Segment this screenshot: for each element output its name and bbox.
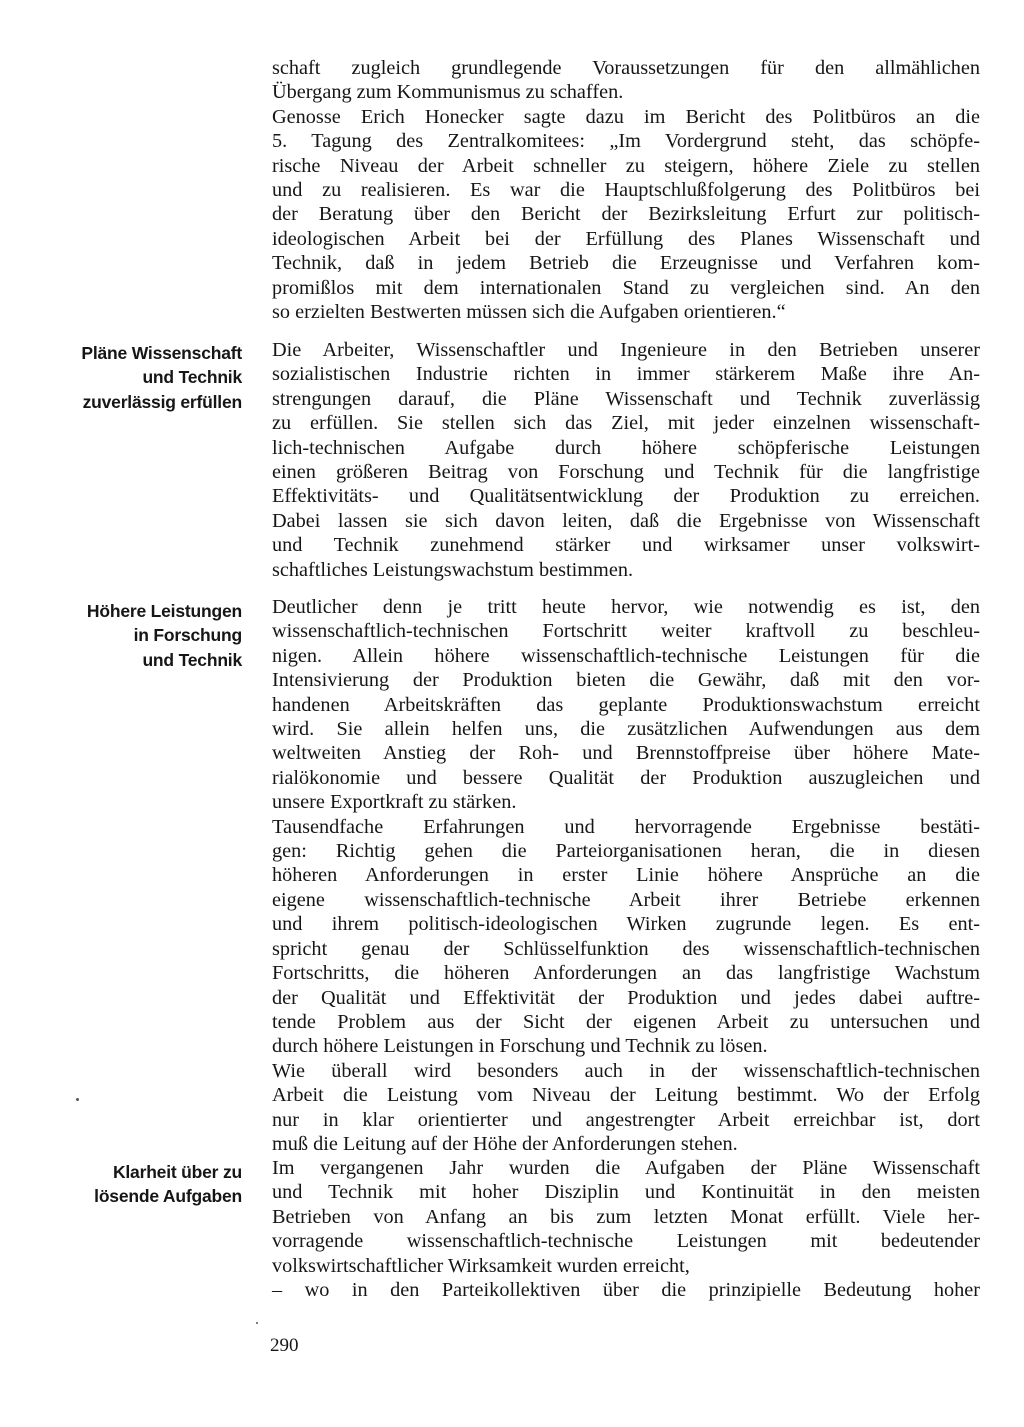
text-line: so erzielten Bestwerten müssen sich die Aufgaben orientieren.“	[272, 301, 786, 324]
text-line: gen: Richtig gehen die Parteiorganisationen heran, die in diesen	[272, 840, 980, 863]
margin-heading	[42, 1160, 242, 1209]
margin-heading-line: und Technik	[142, 649, 242, 670]
scan-speck	[256, 1322, 258, 1324]
text-line: 5. Tagung des Zentralkomitees: „Im Vordergrund steht, das schöpfe-	[272, 130, 980, 153]
text-line: handenen Arbeitskräften das geplante Produktionswachstum erreicht	[272, 693, 980, 716]
text-line: und ihrem politisch-ideologischen Wirken zugrunde legen. Es ent-	[272, 913, 980, 936]
text-line: Effektivitäts- und Qualitätsentwicklung der Produktion zu erreichen.	[272, 485, 980, 508]
margin-heading-line: lösende Aufgaben	[94, 1186, 242, 1207]
text-line: Übergang zum Kommunismus zu schaffen.	[272, 81, 624, 104]
margin-heading	[42, 599, 242, 672]
text-line: Die Arbeiter, Wissenschaftler und Ingenieure in den Betrieben unserer	[272, 339, 980, 361]
text-line: schaft zugleich grundlegende Voraussetzungen für den allmählichen	[272, 57, 980, 79]
margin-heading-line: in Forschung	[133, 625, 242, 646]
text-line: ideologischen Arbeit bei der Erfüllung des Planes Wissenschaft und	[272, 227, 980, 250]
text-line: nigen. Allein höhere wissenschaftlich-technische Leistungen für die	[272, 644, 980, 667]
text-line: Arbeit die Leistung vom Niveau der Leitung bestimmt. Wo der Erfolg	[272, 1084, 980, 1107]
text-line: Im vergangenen Jahr wurden die Aufgaben der Pläne Wissenschaft	[272, 1157, 980, 1179]
text-line: Intensivierung der Produktion bieten die Gewähr, daß mit den vor-	[272, 669, 980, 692]
text-line: Technik, daß in jedem Betrieb die Erzeugnisse und Verfahren kom-	[272, 252, 980, 275]
scan-speck	[76, 1098, 79, 1101]
text-line: unsere Exportkraft zu stärken.	[272, 791, 517, 814]
text-line: vorragende wissenschaftlich-technische Leistungen mit bedeutender	[272, 1230, 980, 1253]
text-line: weltweiten Anstieg der Roh- und Brennstoffpreise über höhere Mate-	[272, 742, 980, 765]
text-line: schaftliches Leistungswachstum bestimmen.	[272, 558, 634, 581]
text-line: tende Problem aus der Sicht der eigenen Arbeit zu untersuchen und	[272, 1010, 980, 1033]
text-line: spricht genau der Schlüsselfunktion des wissenschaftlich-technischen	[272, 937, 980, 960]
text-line: und Technik mit hoher Disziplin und Kontinuität in den meisten	[272, 1181, 980, 1204]
text-line: der Qualität und Effektivität der Produktion und jedes dabei auftre-	[272, 986, 980, 1009]
margin-heading-line: Klarheit über zu	[112, 1162, 242, 1182]
margin-heading-line: zuverlässig erfüllen	[82, 391, 242, 412]
text-line: Genosse Erich Honecker sagte dazu im Bericht des Politbüros an die	[272, 105, 980, 128]
text-line: rische Niveau der Arbeit schneller zu steigern, höhere Ziele zu stellen	[272, 154, 980, 177]
text-line: Dabei lassen sie sich davon leiten, daß die Ergebnisse von Wissenschaft	[272, 509, 980, 532]
paragraph	[272, 595, 980, 1156]
text-line: Wie überall wird besonders auch in der wissenschaftlich-technischen	[272, 1059, 980, 1082]
paragraph-continuation	[272, 56, 980, 324]
text-line: und Technik zunehmend stärker und wirksamer unser volkswirt-	[272, 534, 980, 557]
margin-heading-line: und Technik	[142, 367, 242, 388]
text-line: Deutlicher denn je tritt heute hervor, wie notwendig es ist, den	[272, 596, 980, 618]
text-line: eigene wissenschaftlich-technische Arbeit ihrer Betriebe erkennen	[272, 888, 980, 911]
text-line: der Beratung über den Bericht der Bezirksleitung Erfurt zur politisch-	[272, 203, 980, 226]
text-line: lich-technischen Aufgabe durch höhere schöpferische Leistungen	[272, 436, 980, 459]
page-number: 290	[270, 1335, 299, 1356]
text-line: wissenschaftlich-technischen Fortschritt weiter kraftvoll zu beschleu-	[272, 620, 980, 643]
paragraph	[272, 338, 980, 582]
text-line: strengungen darauf, die Pläne Wissenschaft und Technik zuverlässig	[272, 387, 980, 410]
paragraph	[272, 1156, 980, 1302]
text-line: promißlos mit dem internationalen Stand zu vergleichen sind. An den	[272, 276, 980, 299]
text-line: höheren Anforderungen in erster Linie höhere Ansprüche an die	[272, 864, 980, 887]
margin-heading	[42, 341, 242, 414]
text-line: Betrieben von Anfang an bis zum letzten Monat erfüllt. Viele her-	[272, 1205, 980, 1228]
text-line: und zu realisieren. Es war die Hauptschlußfolgerung des Politbüros bei	[272, 179, 980, 202]
text-line: nur in klar orientierter und angestrengter Arbeit erreichbar ist, dort	[272, 1108, 980, 1131]
text-line: Fortschritts, die höheren Anforderungen an das langfristige Wachstum	[272, 962, 980, 985]
text-line: zu erfüllen. Sie stellen sich das Ziel, mit jeder einzelnen wissenschaft-	[272, 412, 980, 435]
text-line: Tausendfache Erfahrungen und hervorragende Ergebnisse bestäti-	[272, 815, 980, 838]
margin-heading-line: Pläne Wissenschaft	[81, 343, 242, 363]
text-line: sozialistischen Industrie richten in immer stärkerem Maße ihre An-	[272, 363, 980, 386]
margin-heading-line: Höhere Leistungen	[86, 601, 242, 621]
text-line: muß die Leitung auf der Höhe der Anforderungen stehen.	[272, 1132, 738, 1155]
text-line: durch höhere Leistungen in Forschung und Technik zu lösen.	[272, 1035, 768, 1058]
text-line: – wo in den Parteikollektiven über die prinzipielle Bedeutung hoher	[272, 1279, 980, 1302]
text-line: rialökonomie und bessere Qualität der Produktion auszugleichen und	[272, 766, 980, 789]
text-line: wird. Sie allein helfen uns, die zusätzlichen Aufwendungen aus dem	[272, 718, 980, 741]
text-line: einen größeren Beitrag von Forschung und Technik für die langfristige	[272, 461, 980, 484]
text-line: volkswirtschaftlicher Wirksamkeit wurden erreicht,	[272, 1254, 690, 1277]
